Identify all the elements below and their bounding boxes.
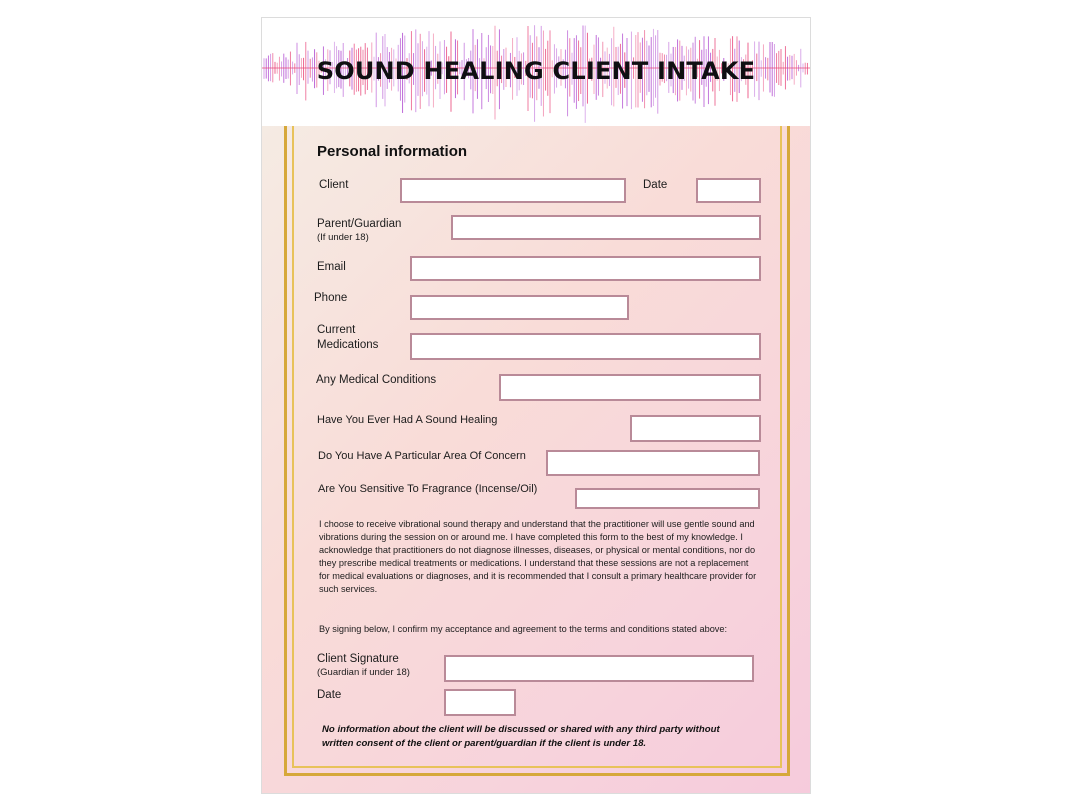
parent-guardian-input[interactable] [451,215,761,240]
client-signature-text: Client Signature [317,653,399,665]
client-signature-label [317,652,410,679]
consent-paragraph: I choose to receive vibrational sound therapy and understand that the practitioner will use gentle sound and vibrations during the session on or around me. I have completed this form to the best of my knowledge. I acknowledge that practitioners do not diagnose illnesses, diseases, or physical or mental conditions, nor do they prescribe medical treatments or medications. I understand that these sessions are not a replacement for medical evaluations or diagnoses, and it is recommended that I consult a primary healthcare provider for such services. [319,519,757,594]
parent-guardian-note: (If under 18) [317,232,369,243]
client-signature-note: (Guardian if under 18) [317,667,410,678]
client-label: Client [319,179,349,191]
area-of-concern-input[interactable] [546,450,760,476]
sound-healing-label: Have You Ever Had A Sound Healing [317,414,498,426]
agreement-paragraph: By signing below, I confirm my acceptance and agreement to the terms and conditions stated above: [319,624,728,634]
client-signature-input[interactable] [444,655,754,682]
parent-guardian-label [317,217,401,244]
current-medications-input[interactable] [410,333,761,360]
medical-conditions-input[interactable] [499,374,761,401]
fragrance-label: Are You Sensitive To Fragrance (Incense/Oil) [318,483,538,495]
signature-date-input[interactable] [444,689,516,716]
phone-label: Phone [314,292,348,304]
form-title: SOUND HEALING CLIENT INTAKE [316,57,756,85]
header-banner [262,18,810,126]
intake-form-page [261,17,811,794]
email-label: Email [317,261,346,273]
current-medications-label [317,323,378,353]
email-input[interactable] [410,256,761,281]
current-medications-line2: Medications [317,339,379,351]
client-input[interactable] [400,178,626,203]
section-title: Personal information [317,143,468,160]
medical-conditions-label: Any Medical Conditions [316,374,437,386]
parent-guardian-text: Parent/Guardian [317,218,402,230]
privacy-note: No information about the client will be discussed or shared with any third party without written consent of the client or parent/guardian if the client is under 18. [322,724,720,749]
phone-input[interactable] [410,295,629,320]
date-input[interactable] [696,178,761,203]
current-medications-line1: Current [317,324,356,336]
date-label: Date [643,179,668,191]
signature-date-label: Date [317,689,342,701]
sound-healing-input[interactable] [630,415,761,442]
area-of-concern-label: Do You Have A Particular Area Of Concern [318,450,526,462]
fragrance-input[interactable] [575,488,760,509]
